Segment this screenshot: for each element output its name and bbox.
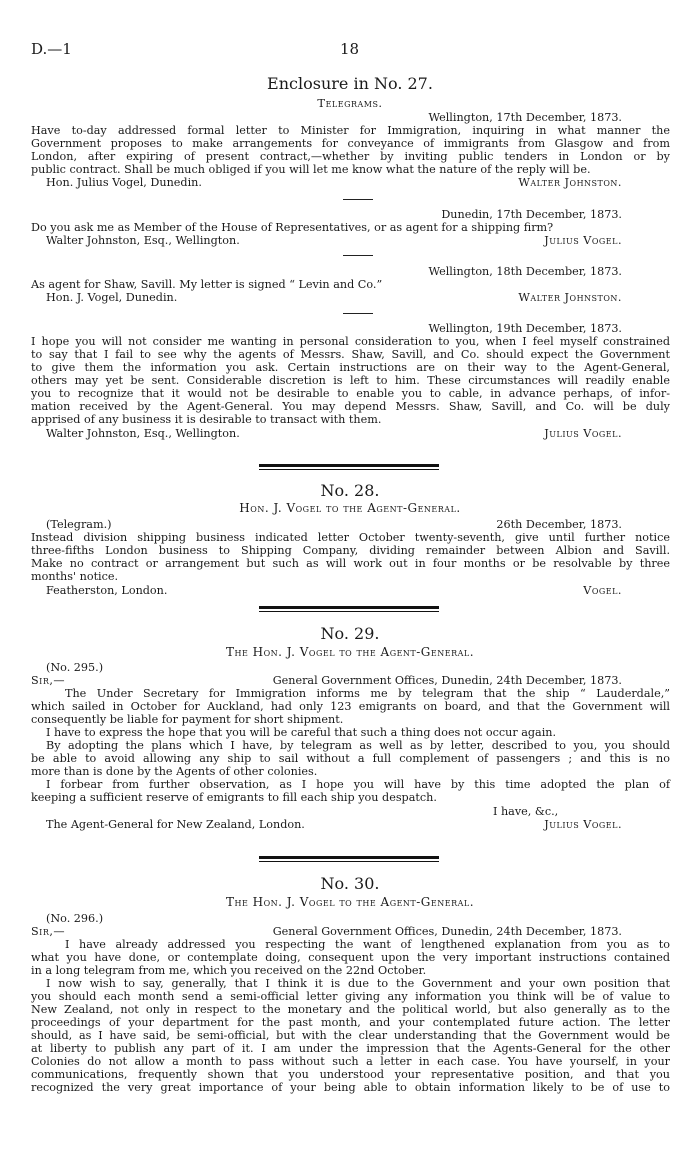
telegram-4-signature: Julius Vogel. <box>544 427 622 440</box>
letter-30-line: New Zealand, not only in respect to the monetary and the political world, but also generally as to the <box>31 1003 670 1016</box>
page-number: 18 <box>340 40 360 58</box>
telegram-2-signature: Julius Vogel. <box>544 234 622 247</box>
telegram-3-signature: Walter Johnston. <box>518 291 622 304</box>
letter-28-subtitle: Hon. J. Vogel to the Agent-General. <box>239 501 461 515</box>
letter-30-line: communications, frequently shown that you understood your representative position, and that you <box>31 1068 670 1081</box>
telegram-1-date: Wellington, 17th December, 1873. <box>428 111 622 124</box>
telegram-4-line: I hope you will not consider me wanting in personal consideration to you, when I feel myself constrained <box>31 335 670 348</box>
letter-30-ref: (No. 296.) <box>46 912 104 925</box>
section-divider <box>343 199 373 200</box>
letter-28-line: three-fifths London business to Shipping Company, dividing remainder between Albion and Savill. <box>31 544 670 557</box>
telegram-1-signature: Walter Johnston. <box>518 176 622 189</box>
letter-30-line: I have already addressed you respecting the want of lengthened explanation from you as to <box>65 938 670 951</box>
letter-28-line: Instead division shipping business indicated letter October twenty-seventh, give until further notice <box>31 531 670 544</box>
letter-30-title: No. 30. <box>320 874 380 893</box>
section-divider <box>259 464 439 467</box>
letter-29-line: I forbear from further observation, as I hope you will have by this time adopted the plan of <box>46 778 670 791</box>
letter-29-salutation: Sir,— <box>31 674 66 687</box>
telegram-2-date: Dunedin, 17th December, 1873. <box>441 208 622 221</box>
letter-28-addressee: Featherston, London. <box>46 584 168 597</box>
telegram-4-line: others may yet be sent. Considerable discretion is left to him. These circumstances will readily enable <box>31 374 670 387</box>
telegram-2-text: Do you ask me as Member of the House of Representatives, or as agent for a shipping firm? <box>31 221 554 234</box>
letter-30-salutation: Sir,— <box>31 925 66 938</box>
enclosure-subtitle: Telegrams. <box>317 96 383 110</box>
letter-30-line: what you have done, or contemplate doing, consequent upon the very important instructions contained <box>31 951 670 964</box>
telegram-1-addressee: Hon. Julius Vogel, Dunedin. <box>46 176 202 189</box>
letter-29-line: more than is done by the Agents of other colonies. <box>31 765 318 778</box>
letter-30-line: at liberty to publish any part of it. I am under the impression that the Agents-General for the other <box>31 1042 670 1055</box>
telegram-4-line: to give them the information you ask. Certain instructions are on their way to the Agent-General, <box>31 361 670 374</box>
letter-29-subtitle: The Hon. J. Vogel to the Agent-General. <box>225 645 475 659</box>
letter-29-line: be able to avoid allowing any ship to sail without a full complement of passengers ; and this is no <box>31 752 670 765</box>
letter-28-ref: (Telegram.) <box>46 518 112 531</box>
enclosure-title: Enclosure in No. 27. <box>267 74 433 93</box>
letter-29-line: consequently be liable for payment for short shipment. <box>31 713 344 726</box>
telegram-3-text: As agent for Shaw, Savill. My letter is signed “ Levin and Co.” <box>31 278 383 291</box>
letter-30-line: should, as I have said, be semi-official, but with the clear understanding that the Government would be <box>31 1029 670 1042</box>
letter-29-line: keeping a sufficient reserve of emigrants to fill each ship you despatch. <box>31 791 437 804</box>
letter-29-closing: I have, &c., <box>493 805 559 818</box>
telegram-1-line: Government proposes to make arrangements for conveyance of immigrants from Glasgow and from <box>31 137 670 150</box>
letter-30-line: recognized the very great importance of your being able to obtain information likely to be of use to <box>31 1081 670 1094</box>
telegram-4-line: mation received by the Agent-General. You may depend Messrs. Shaw, Savill, and Co. will be duly <box>31 400 670 413</box>
letter-30-date: General Government Offices, Dunedin, 24th December, 1873. <box>272 925 622 938</box>
telegram-4-date: Wellington, 19th December, 1873. <box>428 322 622 335</box>
telegram-1-line: Have to-day addressed formal letter to Minister for Immigration, inquiring in what manner the <box>31 124 670 137</box>
telegram-4-addressee: Walter Johnston, Esq., Wellington. <box>46 427 240 440</box>
letter-28-title: No. 28. <box>320 481 380 500</box>
telegram-4-line: you to recognize that it would not be desirable to enable you to cable, in advance perhaps, of infor- <box>31 387 670 400</box>
letter-28-date: 26th December, 1873. <box>496 518 622 531</box>
letter-28-signature: Vogel. <box>583 584 622 597</box>
letter-29-addressee: The Agent-General for New Zealand, London. <box>46 818 305 831</box>
section-divider <box>343 255 373 256</box>
letter-29-line: I have to express the hope that you will be careful that such a thing does not occur again. <box>46 726 557 739</box>
section-divider <box>259 856 439 859</box>
telegram-4-line: to say that I fail to see why the agents of Messrs. Shaw, Savill, and Co. should expect the Government <box>31 348 670 361</box>
letter-30-line: in a long telegram from me, which you received on the 22nd October. <box>31 964 427 977</box>
section-divider <box>259 606 439 609</box>
telegram-2-addressee: Walter Johnston, Esq., Wellington. <box>46 234 240 247</box>
telegram-3-date: Wellington, 18th December, 1873. <box>428 265 622 278</box>
telegram-3-addressee: Hon. J. Vogel, Dunedin. <box>46 291 178 304</box>
document-reference: D.—1 <box>31 40 72 58</box>
letter-30-line: Colonies do not allow a month to pass without such a letter in each case. You have yourself, in your <box>31 1055 670 1068</box>
letter-29-line: By adopting the plans which I have, by telegram as well as by letter, described to you, you should <box>46 739 670 752</box>
letter-30-line: I now wish to say, generally, that I think it is due to the Government and your own position that <box>46 977 670 990</box>
telegram-4-line: apprised of any business it is desirable to transact with them. <box>31 413 382 426</box>
letter-29-title: No. 29. <box>320 624 380 643</box>
letter-29-line: which sailed in October for Auckland, had only 123 emigrants on board, and that the Government will <box>31 700 670 713</box>
letter-28-line: months' notice. <box>31 570 119 583</box>
letter-29-signature: Julius Vogel. <box>544 818 622 831</box>
letter-29-date: General Government Offices, Dunedin, 24th December, 1873. <box>272 674 622 687</box>
telegram-1-line: London, after expiring of present contract,—whether by inviting public tenders in London or by <box>31 150 670 163</box>
letter-29-line: The Under Secretary for Immigration informs me by telegram that the ship “ Lauderdale,” <box>65 687 670 700</box>
telegram-1-line: public contract. Shall be much obliged if you will let me know what the nature of the reply will be. <box>31 163 591 176</box>
letter-30-subtitle: The Hon. J. Vogel to the Agent-General. <box>225 895 475 909</box>
letter-29-ref: (No. 295.) <box>46 661 104 674</box>
letter-30-line: proceedings of your department for the past month, and your contemplated future action. The letter <box>31 1016 670 1029</box>
section-divider <box>343 313 373 314</box>
letter-28-line: Make no contract or arrangement but such as will work out in four months or be resolvable by three <box>31 557 670 570</box>
letter-30-line: you should each month send a semi-official letter giving any information you think will be of value to <box>31 990 670 1003</box>
